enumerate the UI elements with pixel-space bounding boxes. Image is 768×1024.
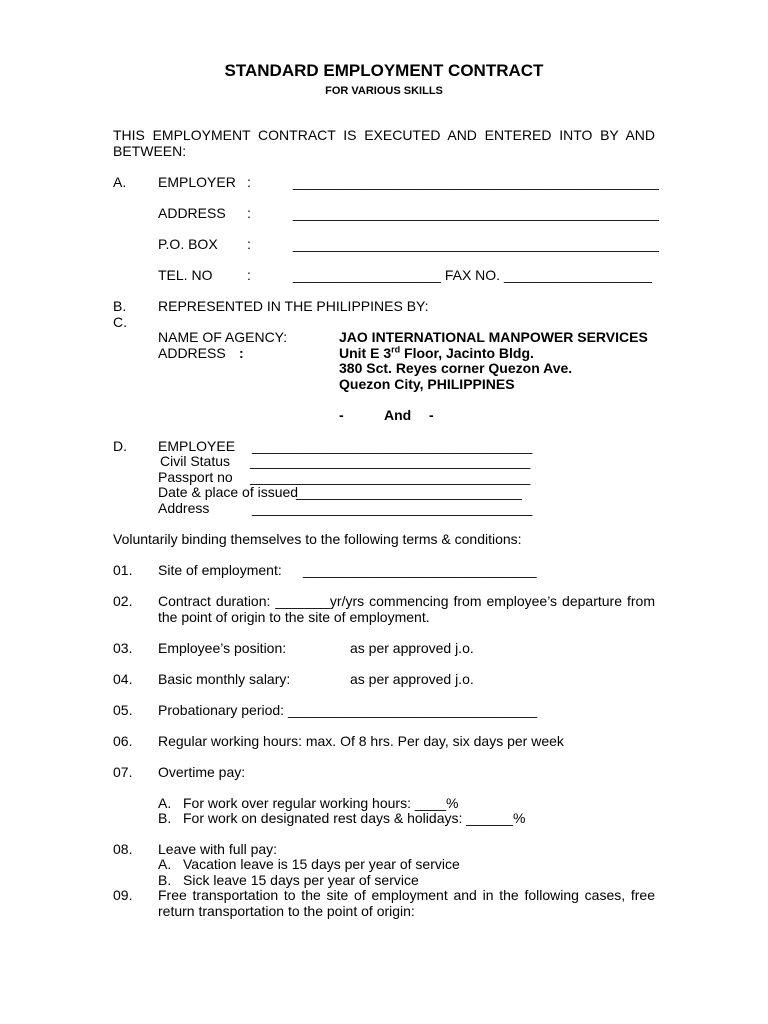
tel-no-colon: : [247, 267, 251, 283]
employee-address-field[interactable]: ____________________________________ [252, 500, 533, 516]
civil-status-field[interactable]: ____________________________________ [250, 453, 531, 469]
and-dash-right: - [429, 407, 434, 423]
and-separator: And [384, 407, 412, 423]
employer-field[interactable]: _______________________________________________ [293, 174, 659, 190]
agency-name-label: NAME OF AGENCY: [158, 329, 288, 345]
agency-address-colon: : [239, 345, 244, 361]
overtime-regular-field[interactable]: For work over regular working hours: ____% [183, 795, 459, 811]
contract-duration-line-2: the point of origin to the site of employment. [158, 609, 430, 625]
passport-no-field[interactable]: ____________________________________ [250, 469, 531, 485]
working-hours-text: Regular working hours: max. Of 8 hrs. Per day, six days per week [158, 733, 564, 749]
po-box-colon: : [247, 236, 251, 252]
section-c-letter: C. [113, 314, 127, 330]
employee-field[interactable]: ____________________________________ [252, 438, 533, 454]
basic-salary-value: as per approved j.o. [350, 671, 474, 687]
employee-address-label: Address [158, 500, 210, 516]
leave-a-letter: A. [158, 856, 172, 872]
employee-position-label: Employee’s position: [158, 640, 287, 656]
site-of-employment-field[interactable]: ______________________________ [303, 562, 537, 578]
employer-address-colon: : [247, 205, 251, 221]
tel-fax-field[interactable]: ___________________ FAX NO. ___________________ [293, 267, 652, 283]
agency-address-line-2: 380 Sct. Reyes corner Quezon Ave. [339, 360, 573, 376]
term-09-number: 09. [113, 887, 133, 903]
term-06-number: 06. [113, 733, 133, 749]
date-place-issued-field[interactable]: _____________________________ [296, 484, 522, 500]
overtime-b-letter: B. [158, 810, 172, 826]
po-box-field[interactable]: _______________________________________________ [293, 236, 659, 252]
term-01-number: 01. [113, 562, 133, 578]
employee-position-value: as per approved j.o. [350, 640, 474, 656]
basic-salary-label: Basic monthly salary: [158, 671, 291, 687]
term-03-number: 03. [113, 640, 133, 656]
tel-no-label: TEL. NO [158, 267, 213, 283]
passport-no-label: Passport no [158, 469, 233, 485]
agency-address-label: ADDRESS [158, 345, 226, 361]
term-04-number: 04. [113, 671, 133, 687]
employer-label: EMPLOYER [158, 174, 236, 190]
agency-address-line-1: Unit E 3rd Floor, Jacinto Bldg. [339, 344, 534, 361]
agency-name-value: JAO INTERNATIONAL MANPOWER SERVICES [339, 329, 648, 345]
overtime-rest-days-field[interactable]: For work on designated rest days & holidays: ______% [183, 810, 526, 826]
leave-b-letter: B. [158, 872, 172, 888]
employee-label: EMPLOYEE [158, 438, 236, 454]
intro-line-1: THIS EMPLOYMENT CONTRACT IS EXECUTED AND ENTERED INTO BY AND [113, 127, 655, 143]
represented-heading: REPRESENTED IN THE PHILIPPINES BY: [158, 298, 429, 314]
binding-statement: Voluntarily binding themselves to the following terms & conditions: [113, 531, 522, 547]
employer-address-label: ADDRESS [158, 205, 226, 221]
leave-heading: Leave with full pay: [158, 841, 278, 857]
overtime-a-letter: A. [158, 795, 172, 811]
document-title: STANDARD EMPLOYMENT CONTRACT [224, 61, 544, 80]
vacation-leave-text: Vacation leave is 15 days per year of service [183, 856, 460, 872]
and-dash-left: - [339, 407, 344, 423]
term-07-number: 07. [113, 764, 133, 780]
civil-status-label: Civil Status [160, 453, 231, 469]
section-a-letter: A. [113, 174, 127, 190]
intro-line-2: BETWEEN: [113, 143, 187, 159]
term-02-number: 02. [113, 593, 133, 609]
sick-leave-text: Sick leave 15 days per year of service [183, 872, 419, 888]
employer-colon: : [247, 174, 251, 190]
section-b-letter: B. [113, 298, 127, 314]
agency-address-line-3: Quezon City, PHILIPPINES [339, 376, 515, 392]
po-box-label: P.O. BOX [158, 236, 218, 252]
site-of-employment-label: Site of employment: [158, 562, 282, 578]
term-05-number: 05. [113, 702, 133, 718]
transportation-line-2: return transportation to the point of origin: [158, 903, 415, 919]
probationary-period-field[interactable]: Probationary period: ________________________________ [158, 702, 538, 718]
date-place-issued-label: Date & place of issued [158, 484, 299, 500]
section-d-letter: D. [113, 438, 127, 454]
transportation-line-1: Free transportation to the site of employment and in the following cases, free [158, 887, 655, 903]
overtime-pay-heading: Overtime pay: [158, 764, 246, 780]
document-subtitle: FOR VARIOUS SKILLS [325, 85, 443, 97]
term-08-number: 08. [113, 841, 133, 857]
contract-duration-line-1: Contract duration: _______yr/yrs commencing from employee’s departure from [158, 593, 655, 609]
employer-address-field[interactable]: _______________________________________________ [293, 205, 659, 221]
